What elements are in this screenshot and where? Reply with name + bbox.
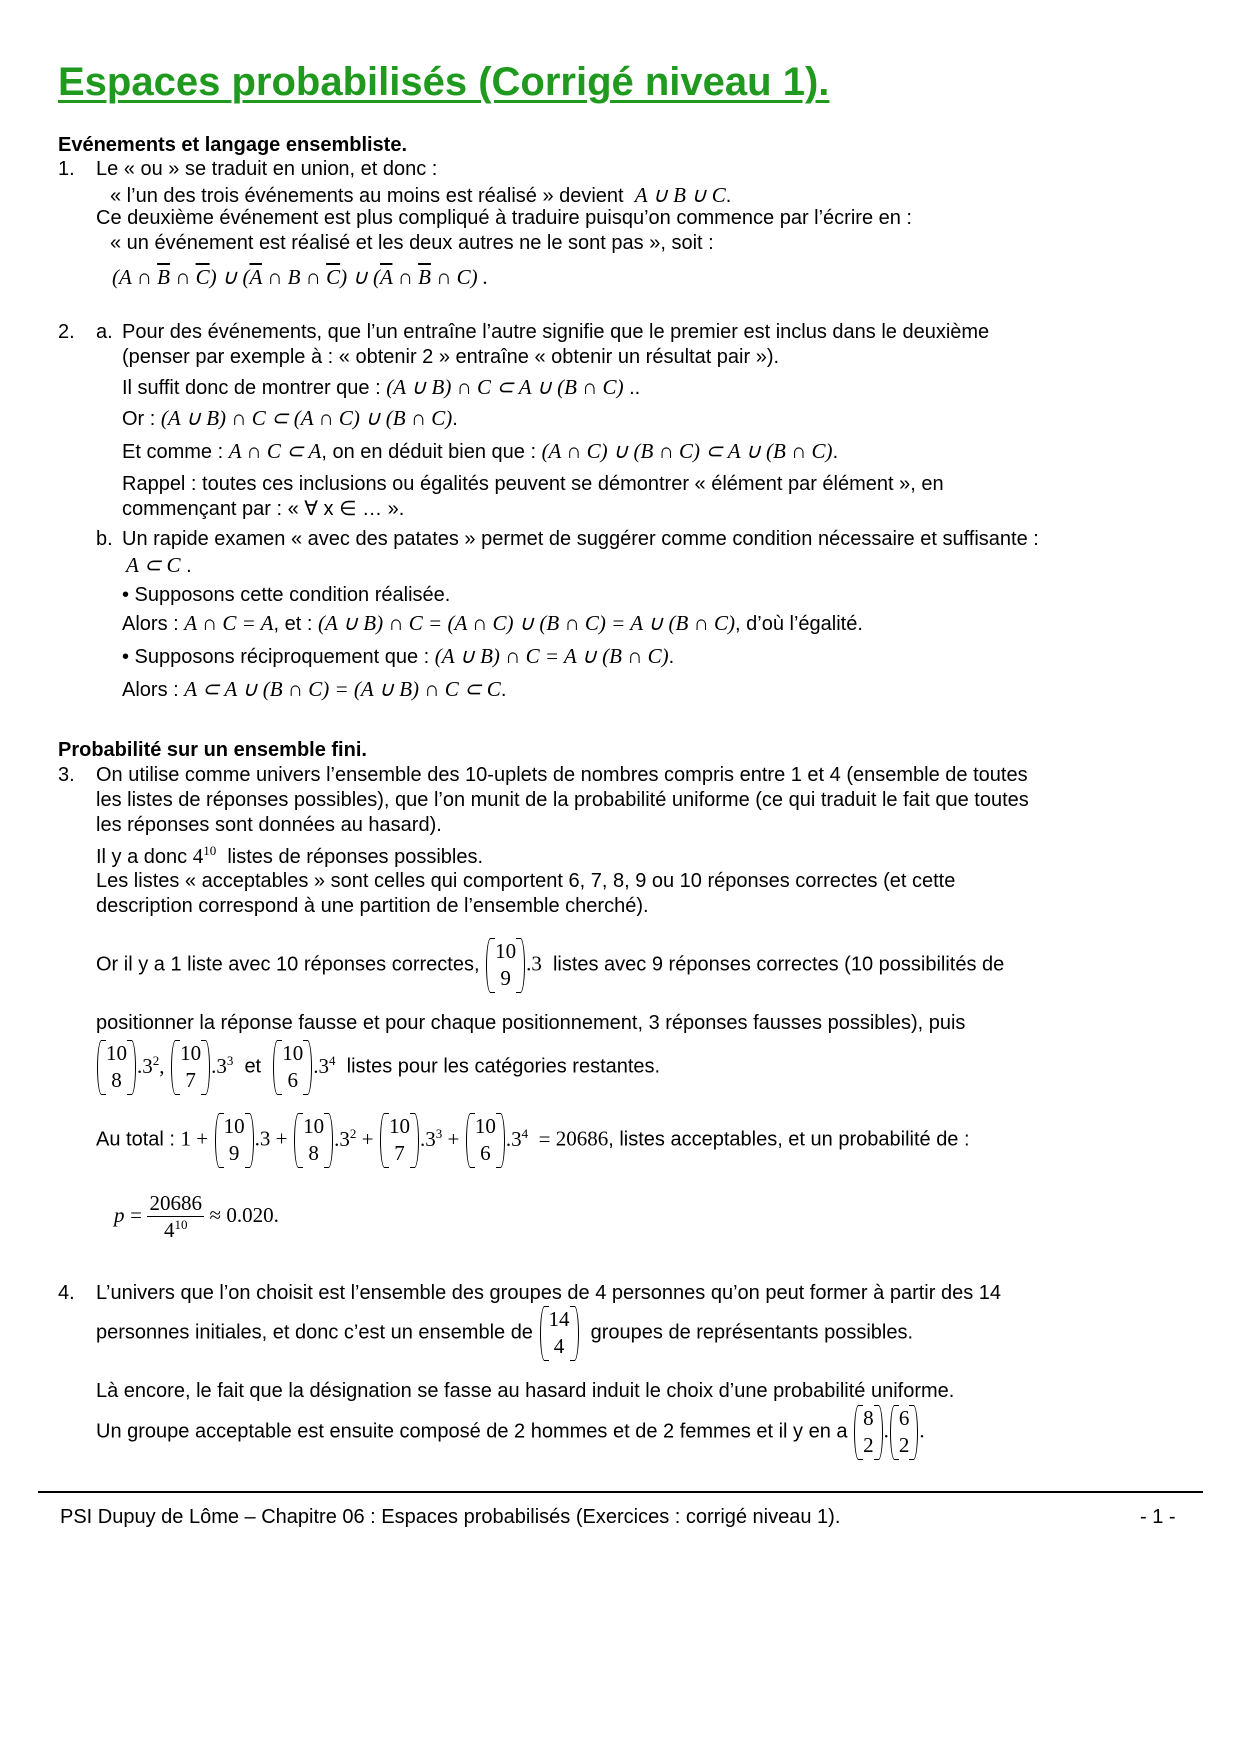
- text-line: positionner la réponse fausse et pour chaque positionnement, 3 réponses fausses possibles), puis: [96, 1012, 966, 1034]
- text-line: Les listes « acceptables » sont celles qui comportent 6, 7, 8, 9 ou 10 réponses correctes (et cette: [96, 870, 956, 892]
- binomial-8-2: 8 2: [854, 1405, 883, 1460]
- page-number: - 1 -: [1140, 1506, 1176, 1528]
- item-number: 4.: [58, 1282, 75, 1304]
- binomial-14-4: 14 4: [540, 1306, 579, 1361]
- text-line: 10 8 $.3^2$, 10 7 $.3^3$ et 10 6 $.3^4$ listes pour les catégories restantes.: [96, 1040, 660, 1095]
- text-line: A ⊂ C .: [126, 553, 192, 577]
- footer-divider: [38, 1491, 1203, 1493]
- text-line: Pour des événements, que l’un entraîne l’autre signifie que le premier est inclus dans le deuxième: [122, 321, 990, 343]
- text-line: « l’un des trois événements au moins est réalisé » devient A ∪ B ∪ C.: [110, 183, 732, 207]
- binomial-10-7: 10 7: [171, 1040, 210, 1095]
- item-number: 1.: [58, 158, 75, 180]
- math-union: A ∪ B ∪ C: [634, 183, 726, 207]
- text-line: les réponses sont données au hasard).: [96, 814, 442, 836]
- text-line: personnes initiales, et donc c’est un ensemble de 14 4 groupes de représentants possibles.: [96, 1306, 913, 1361]
- item-number: 3.: [58, 764, 75, 786]
- fraction: $\frac{20686}{4^{10}}$: [149, 1191, 202, 1243]
- footer-text: PSI Dupuy de Lôme – Chapitre 06 : Espaces probabilisés (Exercices : corrigé niveau 1).: [60, 1506, 841, 1528]
- text-line: Le « ou » se traduit en union, et donc :: [96, 158, 438, 180]
- text-line: Or : (A ∪ B) ∩ C ⊂ (A ∩ C) ∪ (B ∩ C).: [122, 406, 458, 430]
- text-line: les listes de réponses possibles), que l’on munit de la probabilité uniforme (ce qui traduit le fait que toutes: [96, 789, 1029, 811]
- section-heading-events: Evénements et langage ensembliste.: [58, 134, 408, 156]
- item-number: 2.: [58, 321, 75, 343]
- binomial-10-8: 10 8: [97, 1040, 136, 1095]
- text-line: Là encore, le fait que la désignation se fasse au hasard induit le choix d’une probabilité uniforme.: [96, 1380, 955, 1402]
- text-line: Or il y a 1 liste avec 10 réponses correctes, 10 9 .3 listes avec 9 réponses correctes (10 possibilités de: [96, 938, 1004, 993]
- text-line: Et comme : A ∩ C ⊂ A, on en déduit bien que : (A ∩ C) ∪ (B ∩ C) ⊂ A ∪ (B ∩ C).: [122, 439, 839, 463]
- text-line-total: Au total : 1 + 10 9 .3 + 10 8 $.3^2$ + 10 7 $.3^3$ + 10 6 $.3^4 = 20686$, listes acceptables, et un probabilité de :: [96, 1113, 970, 1168]
- sub-item-label: a.: [96, 321, 113, 343]
- text-line: « un événement est réalisé et les deux autres ne le sont pas », soit :: [110, 232, 714, 254]
- text-line: Un rapide examen « avec des patates » permet de suggérer comme condition nécessaire et suffisante :: [122, 528, 1039, 550]
- text-line: (penser par exemple à : « obtenir 2 » entraîne « obtenir un résultat pair »).: [122, 346, 780, 368]
- sub-item-label: b.: [96, 528, 113, 550]
- text-line: L’univers que l’on choisit est l’ensemble des groupes de 4 personnes qu’on peut former à partir des 14: [96, 1282, 1001, 1304]
- text-line: Alors : A ∩ C = A, et : (A ∪ B) ∩ C = (A ∩ C) ∪ (B ∩ C) = A ∪ (B ∩ C), d’où l’égalité.: [122, 611, 863, 635]
- math-formula-exactly-one: (A ∩ $\overline{B}$ ∩ $\overline{C}$) ∪ ($\overline{A}$ ∩ B ∩ $\overline{C}$) ∪ ($\overline{A}$ ∩ $\overline{B}$ ∩ C) .: [112, 265, 489, 289]
- text-line: • Supposons cette condition réalisée.: [122, 584, 451, 606]
- text-line: description correspond à une partition de l’ensemble cherché).: [96, 895, 649, 917]
- text-line: Alors : A ⊂ A ∪ (B ∩ C) = (A ∪ B) ∩ C ⊂ C.: [122, 677, 507, 701]
- binomial-10-6: 10 6: [273, 1040, 312, 1095]
- binomial-6-2: 6 2: [890, 1405, 919, 1460]
- text-line: Rappel : toutes ces inclusions ou égalités peuvent se démontrer « élément par élément », en: [122, 473, 944, 495]
- text-line: commençant par : « ∀ x ∈ … ».: [122, 498, 405, 520]
- text-line: On utilise comme univers l’ensemble des 10-uplets de nombres compris entre 1 et 4 (ensemble de toutes: [96, 764, 1028, 786]
- text-line: Un groupe acceptable est ensuite composé de 2 hommes et de 2 femmes et il y en a 8 2 . 6 2 .: [96, 1405, 925, 1460]
- probability-formula: p = $\frac{20686}{4^{10}}$ ≈ 0.020.: [114, 1191, 279, 1243]
- page-title: Espaces probabilisés (Corrigé niveau 1).: [58, 60, 830, 104]
- text-line: • Supposons réciproquement que : (A ∪ B) ∩ C = A ∪ (B ∩ C).: [122, 644, 675, 668]
- text-line: Il suffit donc de montrer que : (A ∪ B) ∩ C ⊂ A ∪ (B ∩ C) ..: [122, 375, 641, 399]
- text-line: Ce deuxième événement est plus compliqué à traduire puisqu’on commence par l’écrire en :: [96, 207, 912, 229]
- binomial-10-9: 10 9: [486, 938, 525, 993]
- section-heading-finite: Probabilité sur un ensemble fini.: [58, 739, 367, 761]
- text-line: Il y a donc $4^{10}$ listes de réponses possibles.: [96, 843, 484, 868]
